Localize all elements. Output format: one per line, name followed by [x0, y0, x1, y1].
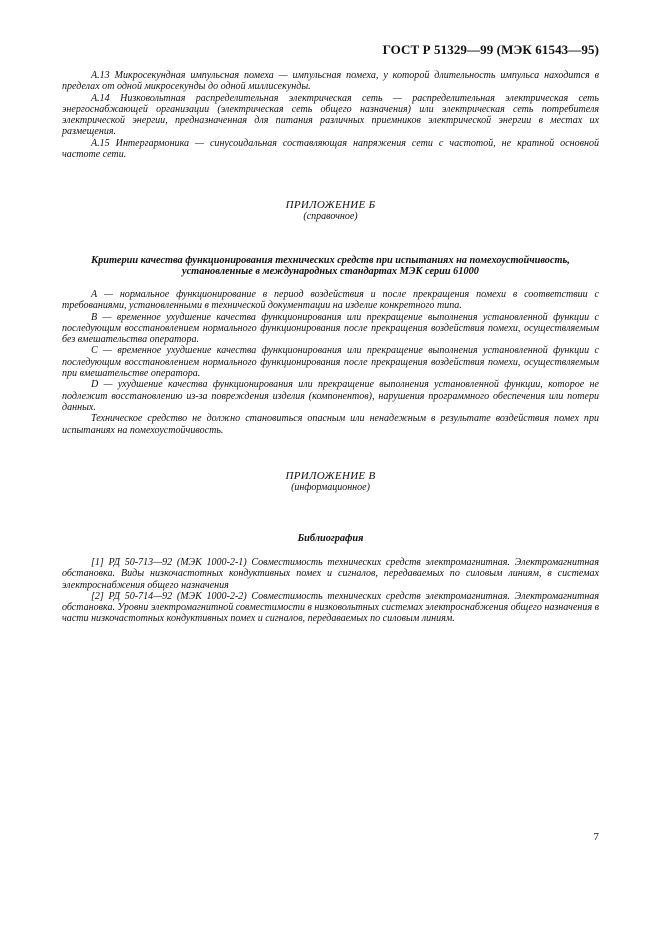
reference-2: [2] РД 50-714—92 (МЭК 1000-2-2) Совместимость технических средств электромагнитная. Электромагнитная обстановка. Уровни электромагнитной совместимости в низковольтных системах электроснабжения общего назначения в части низкочастотных кондуктивных помех и сигналов, передаваемых по силовым линиям.	[62, 590, 599, 625]
appendix-b-caption-line2: установленные в международных стандартах МЭК серии 61000	[182, 266, 479, 278]
appendix-b-subtitle: (справочное)	[303, 211, 358, 222]
bibliography-section	[62, 557, 599, 625]
criterion-c: С — временное ухудшение качества функционирования или прекращение выполнения установленной функции с последующим восстановлением нормального функционирования после прекращения воздействия помехи, осуществляемым при вмешательстве оператора.	[62, 345, 599, 380]
appendix-c-subtitle: (информационное)	[291, 482, 370, 493]
reference-1: [1] РД 50-713—92 (МЭК 1000-2-1) Совместимость технических средств электромагнитная. Электромагнитная обстановка. Виды низкочастотных кондуктивных помех и сигналов, передаваемых по силовым линиям, в системах электроснабжения общего назначения	[62, 557, 599, 591]
definition-a14: А.14 Низковольтная распределительная электрическая сеть — распределительная электрическая сеть энергоснабжающей организации (электрическая сеть общего назначения) или электрическая сеть потребителя электрической энергии, предназначенная для питания различных приемников электрической энергии в местах их размещения.	[62, 92, 599, 138]
appendix-c-title: ПРИЛОЖЕНИЕ В	[285, 470, 376, 482]
criteria-note: Техническое средство не должно становиться опасным или ненадежным в результате воздействия помех при испытаниях на помехоустойчивость.	[62, 413, 599, 436]
criterion-b: В — временное ухудшение качества функционирования или прекращение выполнения установленной функции с последующим восстановлением нормального функционирования после прекращения воздействия помехи, осуществляемым без вмешательства оператора.	[62, 311, 599, 346]
appendix-b-heading	[62, 199, 599, 222]
criterion-d: D — ухудшение качества функционирования или прекращение выполнения установленной функции, которое не подлежит восстановлению из-за повреждения изделия (компонентов), нарушения программного обеспечения или потери данных.	[62, 379, 599, 413]
appendix-c-heading	[62, 470, 599, 493]
document-header: ГОСТ Р 51329—99 (МЭК 61543—95)	[382, 42, 599, 57]
bibliography-caption: Библиография	[297, 533, 364, 544]
page-number: 7	[593, 831, 599, 843]
appendix-b-title: ПРИЛОЖЕНИЕ Б	[285, 199, 376, 211]
appendix-b-caption	[62, 255, 599, 278]
criteria-section	[62, 289, 599, 436]
definitions-section	[62, 70, 599, 160]
criterion-a: А — нормальное функционирование в период воздействия и после прекращения помехи в соответствии с требованиями, установленными в технической документации на изделие конкретного типа.	[62, 289, 599, 312]
appendix-b-caption-line1: Критерии качества функционирования технических средств при испытаниях на помехоустойчивость,	[91, 255, 570, 266]
definition-a15: А.15 Интергармоника — синусоидальная составляющая напряжения сети с частотой, не кратной основной частоте сети.	[62, 137, 599, 161]
definition-a13: А.13 Микросекундная импульсная помеха — импульсная помеха, у которой длительность импульса находится в пределах от одной микросекунды до одной миллисекунды.	[62, 70, 599, 93]
